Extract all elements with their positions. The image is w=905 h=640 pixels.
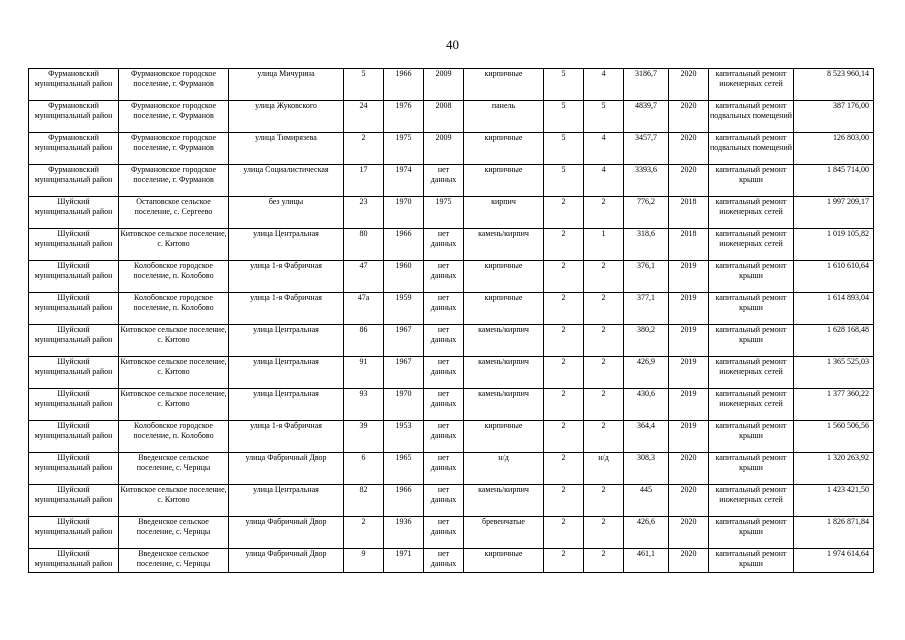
house-number-cell: 24 xyxy=(344,101,384,133)
repair-type-cell: капитальный ремонт подвальных помещений xyxy=(709,133,794,165)
settlement-cell: Китовское сельское поселение, с. Китово xyxy=(119,485,229,517)
table-row xyxy=(29,485,874,517)
planned-year-cell: 2020 xyxy=(669,101,709,133)
repair-type-cell: капитальный ремонт инженерных сетей xyxy=(709,197,794,229)
build-year-cell: 1959 xyxy=(384,293,424,325)
repair-type-cell: капитальный ремонт крыши xyxy=(709,549,794,573)
house-number-cell: 9 xyxy=(344,549,384,573)
wall-material-cell: кирпичные xyxy=(464,549,544,573)
house-number-cell: 17 xyxy=(344,165,384,197)
street-cell: улица Центральная xyxy=(229,485,344,517)
build-year-cell: 1976 xyxy=(384,101,424,133)
street-cell: улица 1-я Фабричная xyxy=(229,293,344,325)
build-year-cell: 1960 xyxy=(384,261,424,293)
entrances-cell: 2 xyxy=(584,293,624,325)
entrances-cell: 1 xyxy=(584,229,624,261)
floors-cell: 2 xyxy=(544,229,584,261)
entrances-cell: 4 xyxy=(584,165,624,197)
entrances-cell: 2 xyxy=(584,517,624,549)
wall-material-cell: кирпичные xyxy=(464,261,544,293)
house-number-cell: 93 xyxy=(344,389,384,421)
municipal-district-cell: Фурмановский муниципальный район xyxy=(29,165,119,197)
last-repair-year-cell: нет данных xyxy=(424,421,464,453)
repair-type-cell: капитальный ремонт инженерных сетей xyxy=(709,485,794,517)
build-year-cell: 1974 xyxy=(384,165,424,197)
municipal-district-cell: Шуйский муниципальный район xyxy=(29,421,119,453)
housing-repair-table xyxy=(28,68,874,573)
repair-type-cell: капитальный ремонт крыши xyxy=(709,453,794,485)
floors-cell: 2 xyxy=(544,453,584,485)
settlement-cell: Введенское сельское поселение, с. Чернцы xyxy=(119,549,229,573)
cost-cell: 1 997 209,17 xyxy=(794,197,874,229)
last-repair-year-cell: нет данных xyxy=(424,325,464,357)
house-number-cell: 47а xyxy=(344,293,384,325)
build-year-cell: 1966 xyxy=(384,229,424,261)
entrances-cell: 5 xyxy=(584,101,624,133)
house-number-cell: 80 xyxy=(344,229,384,261)
house-number-cell: 2 xyxy=(344,133,384,165)
planned-year-cell: 2018 xyxy=(669,229,709,261)
floors-cell: 5 xyxy=(544,69,584,101)
floors-cell: 2 xyxy=(544,357,584,389)
wall-material-cell: кирпич xyxy=(464,197,544,229)
entrances-cell: 2 xyxy=(584,389,624,421)
last-repair-year-cell: нет данных xyxy=(424,453,464,485)
table-row xyxy=(29,261,874,293)
area-cell: 426,6 xyxy=(624,517,669,549)
table-row xyxy=(29,453,874,485)
wall-material-cell: кирпичные xyxy=(464,293,544,325)
municipal-district-cell: Шуйский муниципальный район xyxy=(29,293,119,325)
table-row xyxy=(29,69,874,101)
settlement-cell: Колобовское городское поселение, п. Колобово xyxy=(119,421,229,453)
area-cell: 776,2 xyxy=(624,197,669,229)
wall-material-cell: камень/кирпич xyxy=(464,229,544,261)
street-cell: улица Центральная xyxy=(229,357,344,389)
street-cell: улица Фабричный Двор xyxy=(229,549,344,573)
wall-material-cell: кирпичные xyxy=(464,421,544,453)
planned-year-cell: 2019 xyxy=(669,325,709,357)
municipal-district-cell: Фурмановский муниципальный район xyxy=(29,133,119,165)
repair-type-cell: капитальный ремонт крыши xyxy=(709,325,794,357)
settlement-cell: Введенское сельское поселение, с. Чернцы xyxy=(119,453,229,485)
entrances-cell: 4 xyxy=(584,133,624,165)
table-row xyxy=(29,389,874,421)
municipal-district-cell: Шуйский муниципальный район xyxy=(29,485,119,517)
build-year-cell: 1967 xyxy=(384,357,424,389)
entrances-cell: 2 xyxy=(584,549,624,573)
house-number-cell: 82 xyxy=(344,485,384,517)
area-cell: 318,6 xyxy=(624,229,669,261)
floors-cell: 5 xyxy=(544,165,584,197)
entrances-cell: 2 xyxy=(584,421,624,453)
municipal-district-cell: Шуйский муниципальный район xyxy=(29,549,119,573)
floors-cell: 2 xyxy=(544,389,584,421)
cost-cell: 1 614 893,04 xyxy=(794,293,874,325)
table-row xyxy=(29,357,874,389)
planned-year-cell: 2019 xyxy=(669,357,709,389)
wall-material-cell: кирпичные xyxy=(464,69,544,101)
area-cell: 3393,6 xyxy=(624,165,669,197)
cost-cell: 126 803,00 xyxy=(794,133,874,165)
build-year-cell: 1975 xyxy=(384,133,424,165)
settlement-cell: Введенское сельское поселение, с. Чернцы xyxy=(119,517,229,549)
floors-cell: 5 xyxy=(544,101,584,133)
area-cell: 364,4 xyxy=(624,421,669,453)
settlement-cell: Фурмановское городское поселение, г. Фурманов xyxy=(119,101,229,133)
repair-type-cell: капитальный ремонт инженерных сетей xyxy=(709,389,794,421)
last-repair-year-cell: нет данных xyxy=(424,485,464,517)
repair-type-cell: капитальный ремонт инженерных сетей xyxy=(709,357,794,389)
wall-material-cell: камень/кирпич xyxy=(464,325,544,357)
table-row xyxy=(29,229,874,261)
settlement-cell: Колобовское городское поселение, п. Колобово xyxy=(119,261,229,293)
last-repair-year-cell: нет данных xyxy=(424,165,464,197)
settlement-cell: Китовское сельское поселение, с. Китово xyxy=(119,357,229,389)
area-cell: 376,1 xyxy=(624,261,669,293)
street-cell: улица Мичурина xyxy=(229,69,344,101)
house-number-cell: 23 xyxy=(344,197,384,229)
repair-type-cell: капитальный ремонт крыши xyxy=(709,293,794,325)
entrances-cell: 4 xyxy=(584,69,624,101)
street-cell: улица Социалистическая xyxy=(229,165,344,197)
house-number-cell: 5 xyxy=(344,69,384,101)
cost-cell: 1 974 614,64 xyxy=(794,549,874,573)
repair-type-cell: капитальный ремонт инженерных сетей xyxy=(709,69,794,101)
last-repair-year-cell: нет данных xyxy=(424,389,464,421)
entrances-cell: 2 xyxy=(584,357,624,389)
house-number-cell: 47 xyxy=(344,261,384,293)
municipal-district-cell: Фурмановский муниципальный район xyxy=(29,101,119,133)
planned-year-cell: 2019 xyxy=(669,421,709,453)
planned-year-cell: 2020 xyxy=(669,517,709,549)
entrances-cell: 2 xyxy=(584,485,624,517)
floors-cell: 2 xyxy=(544,517,584,549)
street-cell: улица Жуковского xyxy=(229,101,344,133)
entrances-cell: 2 xyxy=(584,325,624,357)
planned-year-cell: 2019 xyxy=(669,389,709,421)
cost-cell: 1 610 610,64 xyxy=(794,261,874,293)
build-year-cell: 1965 xyxy=(384,453,424,485)
floors-cell: 2 xyxy=(544,549,584,573)
cost-cell: 387 176,00 xyxy=(794,101,874,133)
house-number-cell: 6 xyxy=(344,453,384,485)
repair-type-cell: капитальный ремонт крыши xyxy=(709,517,794,549)
build-year-cell: 1971 xyxy=(384,549,424,573)
entrances-cell: н/д xyxy=(584,453,624,485)
settlement-cell: Китовское сельское поселение, с. Китово xyxy=(119,229,229,261)
municipal-district-cell: Шуйский муниципальный район xyxy=(29,389,119,421)
build-year-cell: 1970 xyxy=(384,389,424,421)
street-cell: улица Центральная xyxy=(229,389,344,421)
cost-cell: 1 377 360,22 xyxy=(794,389,874,421)
table-row xyxy=(29,325,874,357)
build-year-cell: 1953 xyxy=(384,421,424,453)
entrances-cell: 2 xyxy=(584,197,624,229)
municipal-district-cell: Шуйский муниципальный район xyxy=(29,517,119,549)
repair-type-cell: капитальный ремонт крыши xyxy=(709,261,794,293)
street-cell: улица Центральная xyxy=(229,229,344,261)
municipal-district-cell: Шуйский муниципальный район xyxy=(29,453,119,485)
build-year-cell: 1970 xyxy=(384,197,424,229)
last-repair-year-cell: нет данных xyxy=(424,229,464,261)
repair-type-cell: капитальный ремонт крыши xyxy=(709,165,794,197)
municipal-district-cell: Шуйский муниципальный район xyxy=(29,325,119,357)
settlement-cell: Фурмановское городское поселение, г. Фурманов xyxy=(119,69,229,101)
planned-year-cell: 2018 xyxy=(669,197,709,229)
last-repair-year-cell: нет данных xyxy=(424,549,464,573)
build-year-cell: 1936 xyxy=(384,517,424,549)
area-cell: 380,2 xyxy=(624,325,669,357)
settlement-cell: Колобовское городское поселение, п. Колобово xyxy=(119,293,229,325)
planned-year-cell: 2020 xyxy=(669,453,709,485)
street-cell: улица Фабричный Двор xyxy=(229,517,344,549)
cost-cell: 8 523 960,14 xyxy=(794,69,874,101)
settlement-cell: Остаповское сельское поселение, с. Сергеево xyxy=(119,197,229,229)
floors-cell: 2 xyxy=(544,421,584,453)
table-row xyxy=(29,421,874,453)
wall-material-cell: камень/кирпич xyxy=(464,357,544,389)
last-repair-year-cell: 2009 xyxy=(424,133,464,165)
wall-material-cell: н/д xyxy=(464,453,544,485)
area-cell: 4839,7 xyxy=(624,101,669,133)
table-row xyxy=(29,293,874,325)
street-cell: улица Фабричный Двор xyxy=(229,453,344,485)
municipal-district-cell: Шуйский муниципальный район xyxy=(29,229,119,261)
floors-cell: 2 xyxy=(544,325,584,357)
table-row xyxy=(29,549,874,573)
floors-cell: 2 xyxy=(544,197,584,229)
area-cell: 445 xyxy=(624,485,669,517)
street-cell: улица Центральная xyxy=(229,325,344,357)
planned-year-cell: 2020 xyxy=(669,133,709,165)
cost-cell: 1 019 105,82 xyxy=(794,229,874,261)
settlement-cell: Фурмановское городское поселение, г. Фурманов xyxy=(119,133,229,165)
cost-cell: 1 320 263,92 xyxy=(794,453,874,485)
wall-material-cell: кирпичные xyxy=(464,133,544,165)
cost-cell: 1 826 871,84 xyxy=(794,517,874,549)
planned-year-cell: 2020 xyxy=(669,165,709,197)
floors-cell: 2 xyxy=(544,261,584,293)
build-year-cell: 1967 xyxy=(384,325,424,357)
street-cell: без улицы xyxy=(229,197,344,229)
area-cell: 3457,7 xyxy=(624,133,669,165)
last-repair-year-cell: 1975 xyxy=(424,197,464,229)
table-row xyxy=(29,133,874,165)
cost-cell: 1 365 525,03 xyxy=(794,357,874,389)
area-cell: 461,1 xyxy=(624,549,669,573)
planned-year-cell: 2020 xyxy=(669,485,709,517)
repair-type-cell: капитальный ремонт подвальных помещений xyxy=(709,101,794,133)
house-number-cell: 91 xyxy=(344,357,384,389)
cost-cell: 1 560 506,56 xyxy=(794,421,874,453)
house-number-cell: 2 xyxy=(344,517,384,549)
settlement-cell: Китовское сельское поселение, с. Китово xyxy=(119,389,229,421)
municipal-district-cell: Шуйский муниципальный район xyxy=(29,261,119,293)
last-repair-year-cell: нет данных xyxy=(424,517,464,549)
cost-cell: 1 423 421,50 xyxy=(794,485,874,517)
planned-year-cell: 2019 xyxy=(669,293,709,325)
entrances-cell: 2 xyxy=(584,261,624,293)
cost-cell: 1 628 168,48 xyxy=(794,325,874,357)
repair-type-cell: капитальный ремонт инженерных сетей xyxy=(709,229,794,261)
table-row xyxy=(29,517,874,549)
area-cell: 426,9 xyxy=(624,357,669,389)
page-number: 40 xyxy=(446,37,459,52)
build-year-cell: 1966 xyxy=(384,485,424,517)
municipal-district-cell: Фурмановский муниципальный район xyxy=(29,69,119,101)
last-repair-year-cell: нет данных xyxy=(424,293,464,325)
area-cell: 377,1 xyxy=(624,293,669,325)
wall-material-cell: камень/кирпич xyxy=(464,485,544,517)
planned-year-cell: 2020 xyxy=(669,69,709,101)
area-cell: 430,6 xyxy=(624,389,669,421)
last-repair-year-cell: нет данных xyxy=(424,357,464,389)
planned-year-cell: 2019 xyxy=(669,261,709,293)
cost-cell: 1 845 714,00 xyxy=(794,165,874,197)
wall-material-cell: бревенчатые xyxy=(464,517,544,549)
table-row xyxy=(29,197,874,229)
wall-material-cell: кирпичные xyxy=(464,165,544,197)
repair-type-cell: капитальный ремонт крыши xyxy=(709,421,794,453)
table-body xyxy=(29,69,874,573)
street-cell: улица 1-я Фабричная xyxy=(229,261,344,293)
floors-cell: 5 xyxy=(544,133,584,165)
wall-material-cell: камень/кирпич xyxy=(464,389,544,421)
floors-cell: 2 xyxy=(544,485,584,517)
municipal-district-cell: Шуйский муниципальный район xyxy=(29,357,119,389)
settlement-cell: Китовское сельское поселение, с. Китово xyxy=(119,325,229,357)
last-repair-year-cell: 2008 xyxy=(424,101,464,133)
last-repair-year-cell: нет данных xyxy=(424,261,464,293)
table-row xyxy=(29,101,874,133)
wall-material-cell: панель xyxy=(464,101,544,133)
last-repair-year-cell: 2009 xyxy=(424,69,464,101)
house-number-cell: 86 xyxy=(344,325,384,357)
street-cell: улица 1-я Фабричная xyxy=(229,421,344,453)
table-row xyxy=(29,165,874,197)
settlement-cell: Фурмановское городское поселение, г. Фурманов xyxy=(119,165,229,197)
area-cell: 308,3 xyxy=(624,453,669,485)
municipal-district-cell: Шуйский муниципальный район xyxy=(29,197,119,229)
planned-year-cell: 2020 xyxy=(669,549,709,573)
house-number-cell: 39 xyxy=(344,421,384,453)
build-year-cell: 1966 xyxy=(384,69,424,101)
street-cell: улица Тимирязева xyxy=(229,133,344,165)
area-cell: 3186,7 xyxy=(624,69,669,101)
floors-cell: 2 xyxy=(544,293,584,325)
